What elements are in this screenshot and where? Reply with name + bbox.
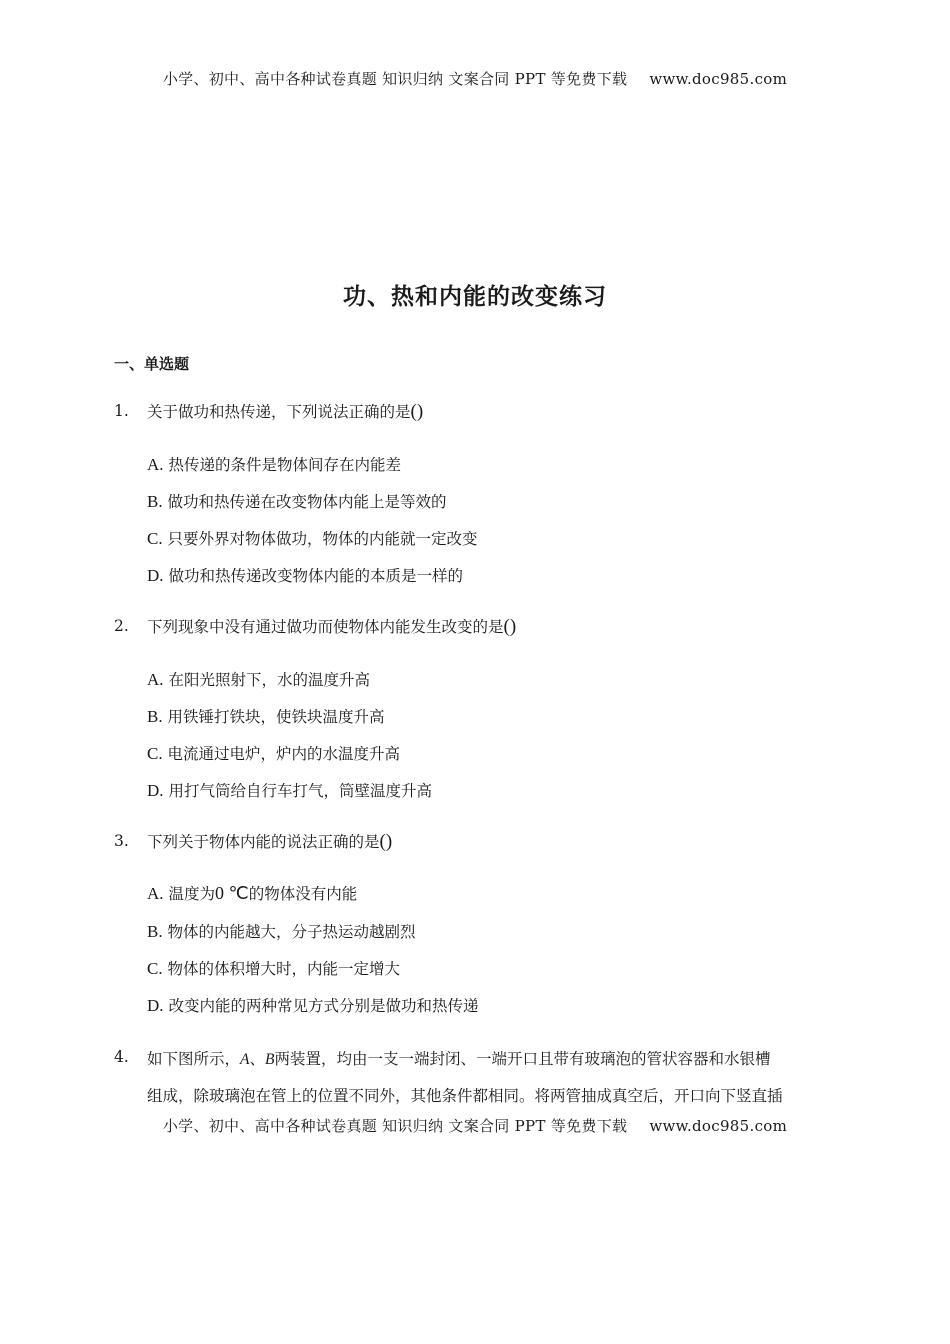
stem-text: 如下图所示， [147, 1050, 241, 1068]
question-4-stem-line-1 [147, 1047, 770, 1069]
question-1-option-b[interactable] [147, 490, 447, 512]
question-3-option-b[interactable] [147, 920, 416, 942]
option-text: 物体的内能越大，分子热运动越剧烈 [167, 923, 416, 941]
question-2-number: 2. [114, 617, 129, 635]
question-1-stem [147, 400, 423, 423]
separator: 、 [249, 1050, 265, 1068]
question-1-option-c[interactable] [147, 527, 478, 549]
option-text: 物体的体积增大时，内能一定增大 [167, 960, 401, 978]
option-text: 用打气筒给自行车打气，筒壁温度升高 [168, 782, 432, 800]
header-url[interactable]: www.doc985.com [649, 70, 788, 88]
question-3-option-a[interactable] [147, 882, 357, 904]
question-2-stem-text: 下列现象中没有通过做功而使物体内能发生改变的是 [147, 618, 504, 636]
option-text: 只要外界对物体做功，物体的内能就一定改变 [167, 530, 478, 548]
option-label: B. [147, 922, 163, 941]
question-3-number: 3. [114, 832, 129, 850]
stem-text: 两装置，均由一支一端封闭、一端开口且带有玻璃泡的管状容器和水银槽 [274, 1050, 771, 1068]
variable-a: A [240, 1051, 250, 1068]
answer-paren: () [379, 831, 393, 852]
option-label: A. [147, 455, 164, 474]
option-label: B. [147, 492, 163, 511]
question-4-stem-line-2: 组成，除玻璃泡在管上的位置不同外，其他条件都相同。将两管抽成真空后，开口向下竖直插 [147, 1087, 783, 1105]
option-label: A. [147, 884, 164, 903]
question-1-number: 1. [114, 402, 129, 420]
option-text: 温度为 [168, 885, 215, 903]
option-label: D. [147, 996, 164, 1015]
question-2-option-c[interactable] [147, 742, 400, 764]
section-title: 一、单选题 [114, 355, 190, 373]
variable-b: B [265, 1051, 275, 1068]
temperature-value: 0 ℃ [214, 883, 249, 903]
page-footer [0, 1115, 950, 1136]
option-text: 在阳光照射下，水的温度升高 [168, 671, 370, 689]
option-label: B. [147, 707, 163, 726]
option-label: D. [147, 566, 164, 585]
question-3-option-c[interactable] [147, 957, 400, 979]
option-text: 的物体没有内能 [248, 885, 358, 903]
option-text: 热传递的条件是物体间存在内能差 [168, 456, 401, 474]
question-2-option-d[interactable] [147, 779, 432, 801]
question-3-stem [147, 830, 392, 853]
question-4-number: 4. [114, 1048, 129, 1066]
answer-paren: () [503, 616, 517, 637]
option-text: 做功和热传递在改变物体内能上是等效的 [167, 493, 447, 511]
option-label: C. [147, 744, 163, 763]
question-3-option-d[interactable] [147, 994, 478, 1016]
question-1-option-d[interactable] [147, 564, 463, 586]
question-2-option-b[interactable] [147, 705, 385, 727]
option-label: C. [147, 959, 163, 978]
option-text: 电流通过电炉，炉内的水温度升高 [167, 745, 401, 763]
option-text: 用铁锤打铁块，使铁块温度升高 [167, 708, 385, 726]
question-3-stem-text: 下列关于物体内能的说法正确的是 [147, 833, 380, 851]
page-title: 功、热和内能的改变练习 [343, 284, 607, 310]
page-header [0, 68, 950, 89]
option-text: 改变内能的两种常见方式分别是做功和热传递 [168, 997, 479, 1015]
answer-paren: () [410, 401, 424, 422]
question-2-stem [147, 615, 516, 638]
option-label: A. [147, 670, 164, 689]
footer-text: 小学、初中、高中各种试卷真题 知识归纳 文案合同 PPT 等免费下载 [162, 1117, 628, 1135]
footer-url[interactable]: www.doc985.com [649, 1117, 788, 1135]
question-1-option-a[interactable] [147, 453, 401, 475]
option-label: D. [147, 781, 164, 800]
header-text: 小学、初中、高中各种试卷真题 知识归纳 文案合同 PPT 等免费下载 [162, 70, 628, 88]
option-label: C. [147, 529, 163, 548]
question-2-option-a[interactable] [147, 668, 370, 690]
question-1-stem-text: 关于做功和热传递，下列说法正确的是 [147, 403, 411, 421]
option-text: 做功和热传递改变物体内能的本质是一样的 [168, 567, 463, 585]
